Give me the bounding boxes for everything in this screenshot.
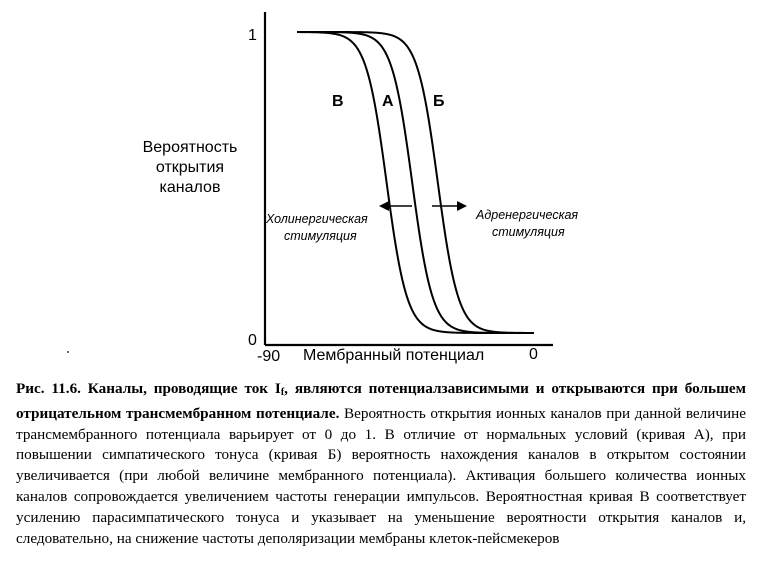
- y-axis-label-line2: открытия: [155, 159, 225, 176]
- curve-В: [297, 32, 534, 333]
- figure-caption: [16, 379, 746, 549]
- x-tick-0: 0: [529, 346, 538, 363]
- curve-label-v: В: [332, 93, 344, 110]
- adrenergic-annotation-line2: стимуляция: [492, 225, 565, 239]
- curve-label-a: А: [382, 93, 394, 110]
- curve-group: [297, 32, 534, 333]
- x-tick-minus-90: -90: [257, 348, 281, 365]
- curve-А: [297, 32, 534, 333]
- adrenergic-annotation-line1: Адренергическая: [476, 208, 579, 222]
- curve-label-b: Б: [433, 93, 445, 110]
- caption-lead-pre: Рис. 11.6. Каналы, проводящие ток I: [16, 380, 281, 397]
- y-axis-label-line1: Вероятность: [142, 139, 238, 156]
- curve-Б: [297, 32, 534, 333]
- y-tick-0: 0: [248, 332, 257, 349]
- y-axis-label-line3: каналов: [159, 179, 221, 196]
- left-shift-arrow: [379, 201, 412, 211]
- cholinergic-annotation-line2: стимуляция: [284, 229, 357, 243]
- cholinergic-annotation-line1: Холинергическая: [266, 212, 368, 226]
- caption-lead-subscript: f: [280, 387, 285, 398]
- right-shift-arrow: [432, 201, 467, 211]
- caption-lead-post: , являются потенциалзависимыми и открываются при большем отрицательном трансмембранном потенциале.: [16, 380, 746, 422]
- caption-body: Вероятность открытия ионных каналов при данной величине трансмембранного потенциала варьирует от 0 до 1. В отличие от нормальных условий (кривая А), при повышении симпатического тонуса (кривая Б) вероятность нахождения каналов в открытом состоянии увеличивается (при любой величине мембранного потенциала). Активация большего количества ионных каналов сопровождается увеличением частоты генерации импульсов. Вероятностная кривая В соответствует усилению парасимпатического тонуса и указывает на уменьшение вероятности открытия каналов и, следовательно, на снижение частоты деполяризации мембраны клеток-пейсмекеров: [16, 404, 746, 547]
- y-tick-1: 1: [248, 27, 257, 44]
- y-axis-label: [120, 138, 260, 198]
- scan-dot: [67, 351, 69, 353]
- x-axis-label: Мембранный потенциал: [303, 347, 485, 364]
